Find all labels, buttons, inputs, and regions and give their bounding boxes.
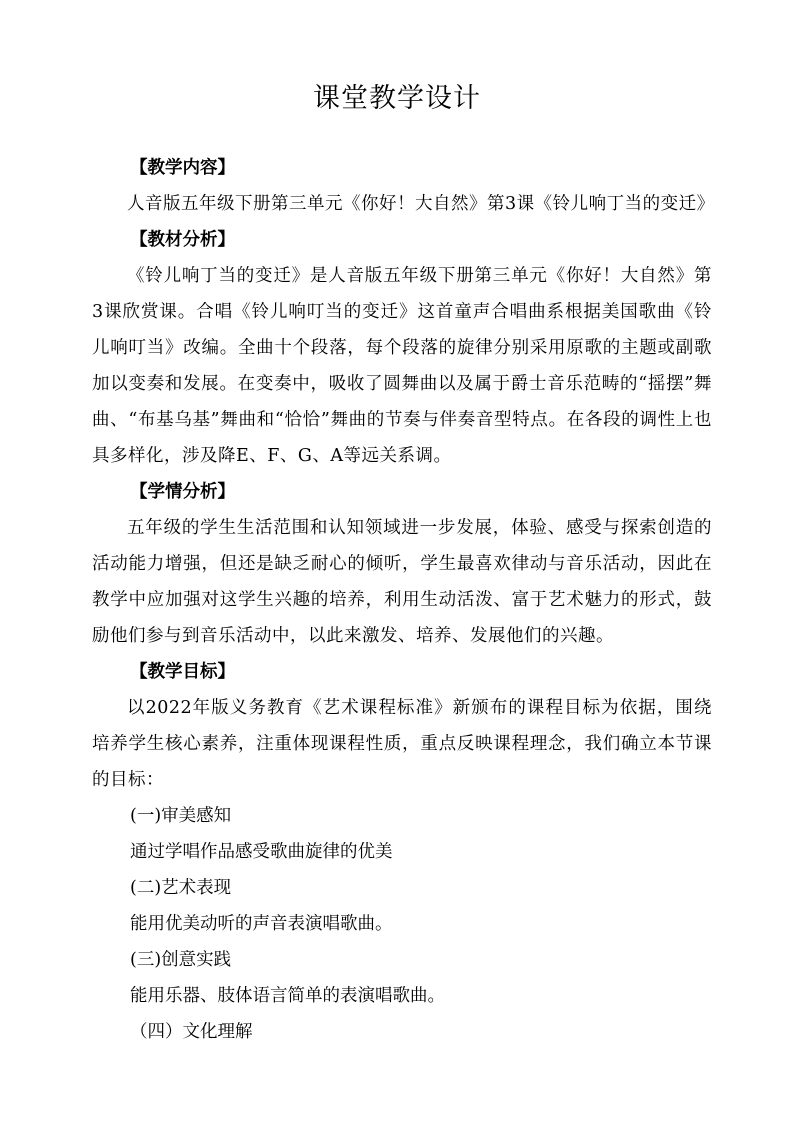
goal-desc-3: 能用乐器、肢体语言简单的表演唱歌曲。 xyxy=(130,986,445,1006)
document-body xyxy=(92,150,715,1050)
goal-label-2: (二)艺术表现 xyxy=(130,878,232,898)
section-heading-material: 【教材分析】 xyxy=(130,230,235,250)
section-heading-students: 【学情分析】 xyxy=(130,482,235,502)
section-text-goals: 以2022年版义务教育《艺术课程标准》新颁布的课程目标为依据，围绕培养学生核心素养，注重体现课程性质，重点反映课程理念，我们确立本节课的目标： xyxy=(92,698,712,790)
goal-desc-2: 能用优美动听的声音表演唱歌曲。 xyxy=(130,914,393,934)
section-text-material: 《铃儿响丁当的变迁》是人音版五年级下册第三单元《你好！大自然》第3课欣赏课。合唱《铃儿响叮当的变迁》这首童声合唱曲系根据美国歌曲《铃儿响叮当》改编。全曲十个段落，每个段落的旋律分别采用原歌的主题或副歌加以变奏和发展。在变奏中，吸收了圆舞曲以及属于爵士音乐范畴的“摇摆”舞曲、“布基乌基”舞曲和“恰恰”舞曲的节奏与伴奏音型特点。在各段的调性上也具多样化，涉及降E、F、G、A等远关系调。 xyxy=(92,266,712,466)
goal-label-3: (三)创意实践 xyxy=(130,950,232,970)
goal-desc-1: 通过学唱作品感受歌曲旋律的优美 xyxy=(130,842,393,862)
document-title: 课堂教学设计 xyxy=(313,83,481,114)
section-text-content: 人音版五年级下册第三单元《你好！大自然》第3课《铃儿响丁当的变迁》 xyxy=(127,194,715,214)
goal-label-4: （四）文化理解 xyxy=(130,1022,253,1042)
section-heading-content: 【教学内容】 xyxy=(130,158,235,178)
section-heading-goals: 【教学目标】 xyxy=(130,662,235,682)
goal-label-1: (一)审美感知 xyxy=(130,806,232,826)
section-text-students: 五年级的学生生活范围和认知领域进一步发展，体验、感受与探索创造的活动能力增强，但还是缺乏耐心的倾听，学生最喜欢律动与音乐活动，因此在教学中应加强对这学生兴趣的培养，利用生动活泼、富于艺术魅力的形式，鼓励他们参与到音乐活动中，以此来激发、培养、发展他们的兴趣。 xyxy=(92,518,712,646)
